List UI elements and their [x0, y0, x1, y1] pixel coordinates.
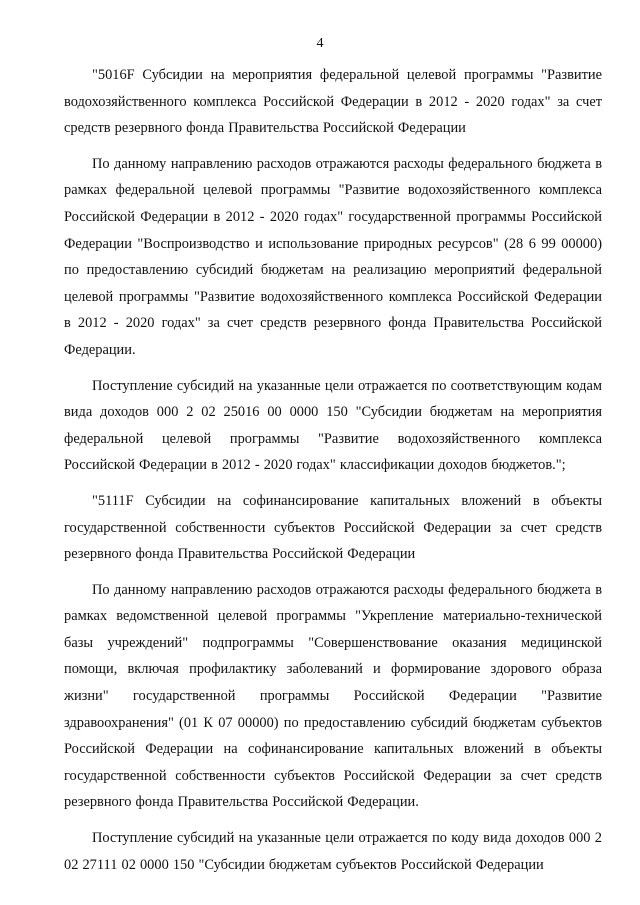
document-body	[64, 62, 602, 878]
paragraph-5016f-description: По данному направлению расходов отражаются расходы федерального бюджета в рамках федеральной целевой программы "Развитие водохозяйственного комплекса Российской Федерации в 2012 - 2020 годах" государственной программы Российской Федерации "Воспроизводство и использование природных ресурсов" (28 6 99 00000) по предоставлению субсидий бюджетам на реализацию мероприятий федеральной целевой программы "Развитие водохозяйственного комплекса Российской Федерации в 2012 - 2020 годах" за счет средств резервного фонда Правительства Российской Федерации.	[64, 155, 602, 358]
paragraph-5016f-heading: "5016F Субсидии на мероприятия федеральной целевой программы "Развитие водохозяйственного комплекса Российской Федерации в 2012 - 2020 годах" за счет средств резервного фонда Правительства Российской Федерации	[64, 67, 602, 137]
page-number: 4	[316, 36, 324, 51]
paragraph-5111f-description: По данному направлению расходов отражаются расходы федерального бюджета в рамках ведомственной целевой программы "Укрепление материально-технической базы учреждений" подпрограммы "Совершенствование оказания медицинской помощи, включая профилактику заболеваний и формирование здорового образа жизни" государственной программы Российской Федерации "Развитие здравоохранения" (01 К 07 00000) по предоставлению субсидий бюджетам субъектов Российской Федерации на софинансирование капитальных вложений в объекты государственной собственности субъектов Российской Федерации за счет средств резервного фонда Правительства Российской Федерации.	[64, 581, 602, 811]
paragraph-5111f-revenue: Поступление субсидий на указанные цели отражается по коду вида доходов 000 2 02 27111 02 0000 150 "Субсидии бюджетам субъектов Российской Федерации	[64, 830, 602, 873]
paragraph-5111f-heading: "5111F Субсидии на софинансирование капитальных вложений в объекты государственной собственности субъектов Российской Федерации за счет средств резервного фонда Правительства Российской Федерации	[64, 492, 602, 563]
paragraph-5016f-revenue: Поступление субсидий на указанные цели отражается по соответствующим кодам вида доходов 000 2 02 25016 00 0000 150 "Субсидии бюджетам на мероприятия федеральной целевой программы "Развитие водохозяйственного комплекса Российской Федерации в 2012 - 2020 годах" классификации доходов бюджетов.";	[64, 377, 602, 474]
